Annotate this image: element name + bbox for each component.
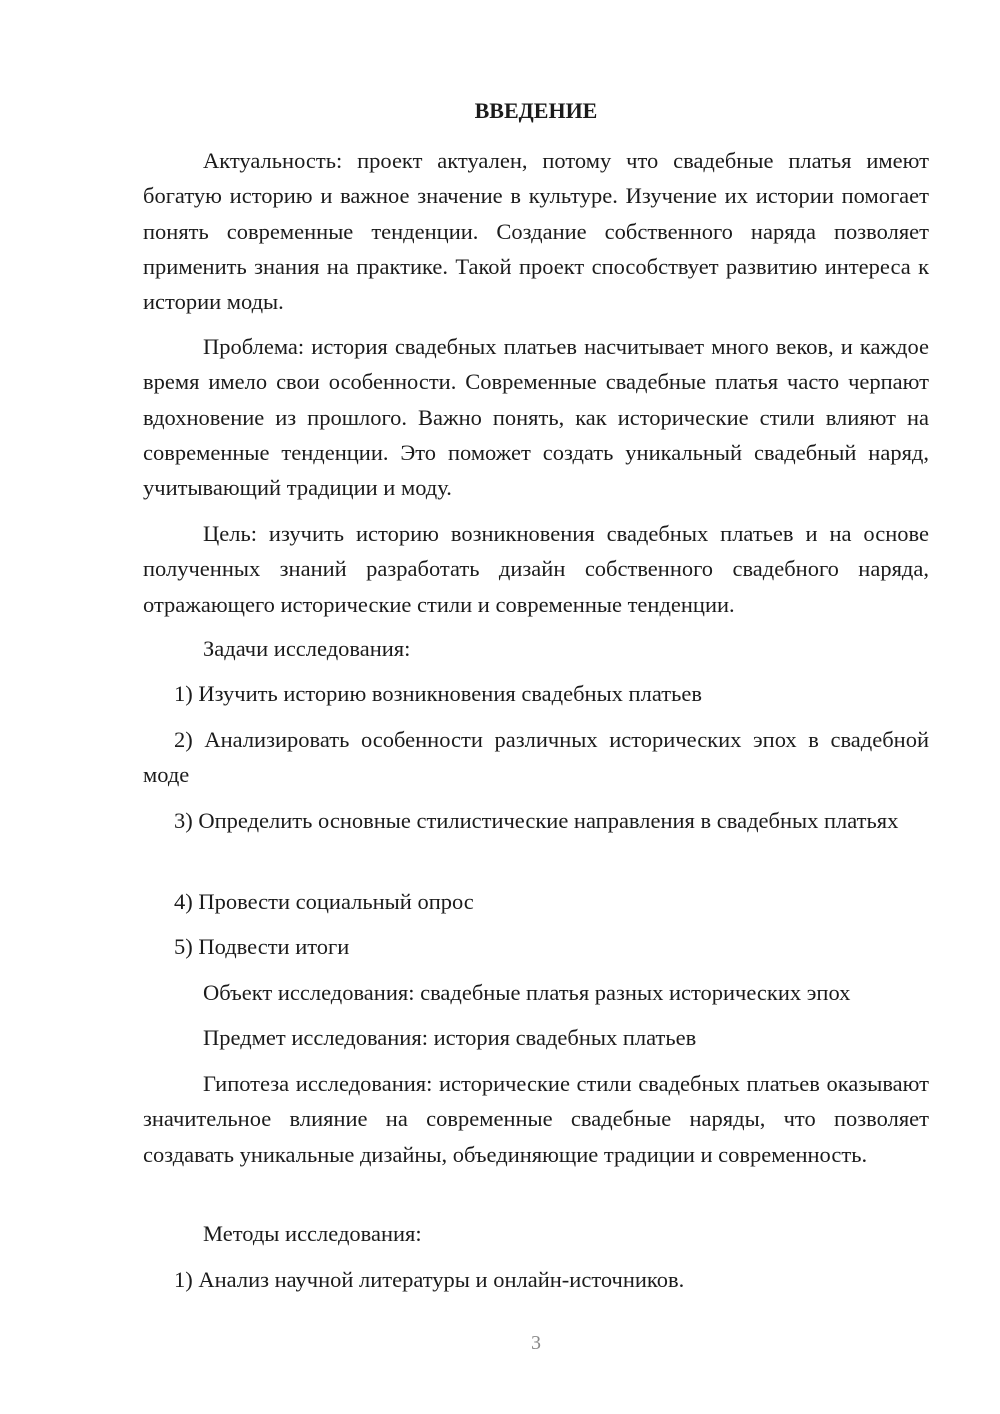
goal-paragraph: Цель: изучить историю возникновения свадебных платьев и на основе полученных знаний разработать дизайн собственного свадебного наряда, отражающего исторические стили и современные тенденции. [143,521,929,617]
method-item: 1) Анализ научной литературы и онлайн-источников. [174,1267,685,1292]
problem-paragraph: Проблема: история свадебных платьев насчитывает много веков, и каждое время имело свои особенности. Современные свадебные платья часто черпают вдохновение из прошлого. Важно понять, как исторические стили влияют на современные тенденции. Это поможет создать уникальный свадебный наряд, учитывающий традиции и моду. [143,334,929,501]
page-number: 3 [531,1332,541,1354]
hypothesis-paragraph: Гипотеза исследования: исторические стили свадебных платьев оказывают значительное влияние на современные свадебные наряды, что позволяет создавать уникальные дизайны, объединяющие традиции и современность. [143,1071,929,1167]
relevance-paragraph: Актуальность: проект актуален, потому что свадебные платья имеют богатую историю и важное значение в культуре. Изучение их истории помогает понять современные тенденции. Создание собственного наряда позволяет применить знания на практике. Такой проект способствует развитию интереса к истории моды. [143,148,929,315]
task-item: 5) Подвести итоги [174,934,350,959]
methods-title: Методы исследования: [203,1221,422,1246]
object-paragraph: Объект исследования: свадебные платья разных исторических эпох [203,980,851,1005]
task-item: 3) Определить основные стилистические направления в свадебных платьях [174,808,899,833]
subject-paragraph: Предмет исследования: история свадебных платьев [203,1025,697,1050]
task-item: 2) Анализировать особенности различных исторических эпох в свадебной моде [143,727,929,788]
tasks-title: Задачи исследования: [203,636,411,661]
task-item: 4) Провести социальный опрос [174,889,474,914]
section-heading: ВВЕДЕНИЕ [474,98,598,123]
task-item: 1) Изучить историю возникновения свадебных платьев [174,681,702,706]
